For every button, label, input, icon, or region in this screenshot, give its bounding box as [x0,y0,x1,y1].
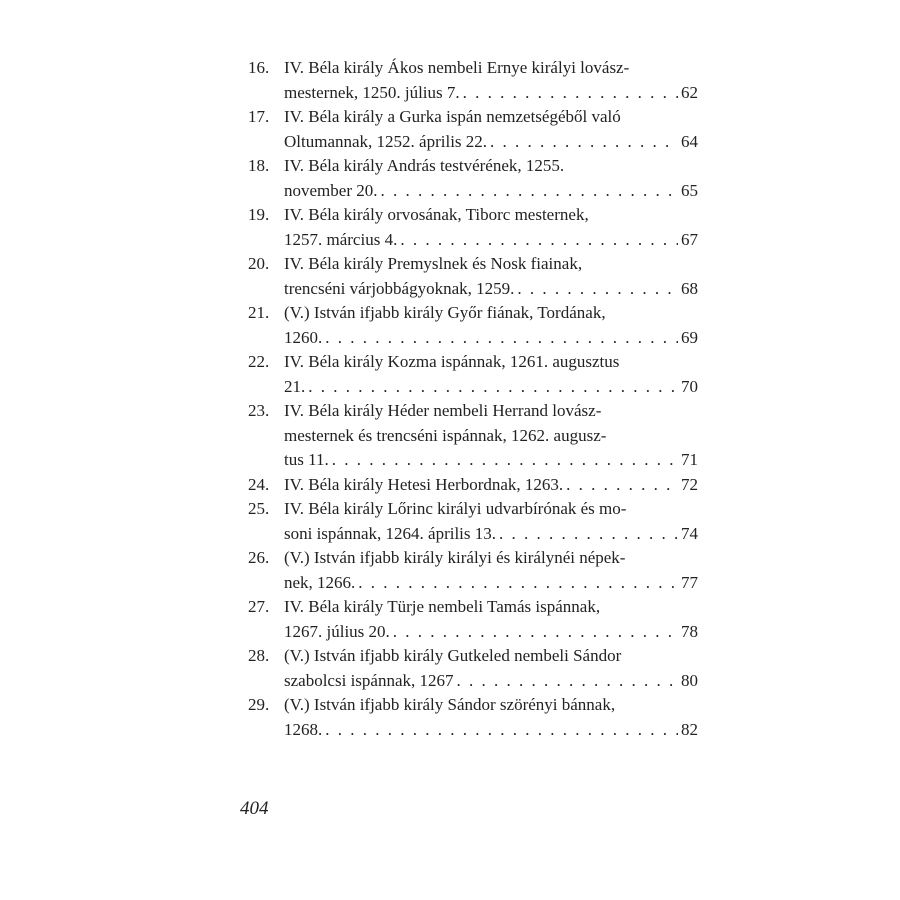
toc-entry-title [284,399,698,473]
toc-entry-page: 71 [681,450,698,469]
toc-entry-last-line [284,130,698,155]
toc-entry [248,252,698,301]
toc-entry [248,399,698,473]
toc-entry-line: soni ispánnak, 1264. április 13. [284,523,497,543]
toc-entry-number: 26. [248,548,270,567]
toc-entry-title [284,546,698,595]
dot-leader [332,448,678,473]
toc-entry [248,693,698,742]
dot-leader [490,130,678,155]
toc-entry-line: (V.) István ifjabb király királyi és királynéi népek- [284,548,626,567]
dot-leader [325,326,678,351]
toc-entry-number: 27. [248,597,270,616]
toc-entry-page: 80 [681,670,698,690]
toc-entry-last-line [284,277,698,302]
toc-entry-line: mesternek és trencséni ispánnak, 1262. augusz- [284,425,607,445]
toc-entry-line: IV. Béla király Türje nembeli Tamás ispánnak, [284,597,601,616]
toc-entry-title [284,154,698,203]
toc-entry-title [284,497,698,546]
toc-entry-line: (V.) István ifjabb király Győr fiának, Tordának, [284,303,606,322]
toc-entry-line: IV. Béla király Hetesi Herbordnak, 1263. [284,474,564,494]
toc-entry-line: 1257. március 4. [284,229,398,249]
dot-leader [499,522,678,547]
toc-entry-line: november 20. [284,180,378,200]
toc-entry-number: 20. [248,254,270,273]
toc-entry-title [284,105,698,154]
page-number: 404 [240,798,269,819]
toc-entry-page: 70 [681,376,698,396]
toc-entry-last-line [284,448,698,473]
toc-entry [248,56,698,105]
dot-leader [393,620,678,645]
dot-leader [325,718,678,743]
toc-entry-last-line [284,571,698,596]
toc-entry-last-line [284,179,698,204]
toc-entry-line: IV. Béla király Ákos nembeli Ernye királyi lovász- [284,58,630,77]
toc-entry-line: 1267. július 20. [284,621,390,641]
toc-entry-line: nek, 1266. [284,572,356,592]
toc-entry-last-line [284,375,698,400]
toc-entry [248,473,698,498]
toc-entry-page: 68 [681,278,698,298]
toc-entry-page: 64 [681,131,698,151]
toc-entry-line: Oltumannak, 1252. április 22. [284,131,488,151]
toc-entry-title [284,301,698,350]
toc-entry-line: (V.) István ifjabb király Gutkeled nembeli Sándor [284,646,622,665]
toc-entry-last-line [284,718,698,743]
toc-entry-line: 1268. [284,719,323,739]
toc-entry-title [284,56,698,105]
toc-entry-page: 67 [681,229,698,249]
toc-entry-number: 16. [248,58,270,77]
toc-entry-number: 28. [248,646,270,665]
dot-leader [400,228,678,253]
toc-entry [248,595,698,644]
toc-entry-page: 74 [681,523,698,543]
toc-entry-last-line [284,522,698,547]
toc-entry-page: 78 [681,621,698,641]
toc-entry-line: trencséni várjobbágyoknak, 1259. [284,278,515,298]
toc-entry-line: szabolcsi ispánnak, 1267 [284,670,454,690]
dot-leader [457,669,679,694]
dot-leader [380,179,678,204]
dot-leader [566,473,678,498]
toc-entry-title [284,203,698,252]
toc-entry-page: 62 [681,82,698,102]
toc-entry [248,350,698,399]
toc-entry [248,644,698,693]
toc-entry-title [284,644,698,693]
toc-entry-last-line [284,228,698,253]
toc-entry-page: 82 [681,719,698,739]
toc-entry-number: 24. [248,474,270,494]
toc-entry-line: IV. Béla király Lőrinc királyi udvarbírónak és mo- [284,499,627,518]
toc-entry [248,301,698,350]
toc-entry-number: 29. [248,695,270,714]
toc-entry-title [284,595,698,644]
toc-entry [248,154,698,203]
toc-entry-page: 77 [681,572,698,592]
toc-entry-last-line [284,81,698,106]
toc-entry-title [284,252,698,301]
toc-entry-line: IV. Béla király orvosának, Tiborc mesternek, [284,205,589,224]
toc-entry-number: 19. [248,205,270,224]
dot-leader [358,571,678,596]
toc-entry-line: mesternek, 1250. július 7. [284,82,460,102]
toc-entry-line: IV. Béla király András testvérének, 1255. [284,156,565,175]
toc-entry [248,497,698,546]
toc-entry-page: 72 [681,474,698,494]
toc-entry-number: 25. [248,499,270,518]
toc-entry-last-line [284,326,698,351]
toc-entry-title [284,350,698,399]
toc-entry-line: IV. Béla király Héder nembeli Herrand lovász- [284,401,602,420]
toc-entry-line: (V.) István ifjabb király Sándor szörényi bánnak, [284,695,616,714]
dot-leader [463,81,678,106]
toc-entry-last-line [284,473,698,498]
toc-entry-number: 23. [248,401,270,420]
toc-entry-title [284,693,698,742]
toc-entry-number: 21. [248,303,270,322]
toc-entry-line: IV. Béla király Premyslnek és Nosk fiainak, [284,254,583,273]
toc-entry-line: IV. Béla király a Gurka ispán nemzetségéből való [284,107,621,126]
toc-entry [248,105,698,154]
toc-entry-last-line [284,669,698,694]
dot-leader [517,277,678,302]
toc-entry-page: 69 [681,327,698,347]
toc-entry-title [284,473,698,498]
toc-entry-number: 18. [248,156,270,175]
toc-entry-last-line [284,620,698,645]
toc-entry-number: 17. [248,107,270,126]
toc-entry-number: 22. [248,352,270,371]
toc-entry-page: 65 [681,180,698,200]
dot-leader [308,375,678,400]
toc-entry [248,203,698,252]
toc-entry-line: 1260. [284,327,323,347]
toc-entry-line: IV. Béla király Kozma ispánnak, 1261. augusztus [284,352,620,371]
toc-entry-line: tus 11. [284,450,329,469]
table-of-contents [248,56,698,742]
toc-entry-line: 21. [284,376,306,396]
toc-entry [248,546,698,595]
